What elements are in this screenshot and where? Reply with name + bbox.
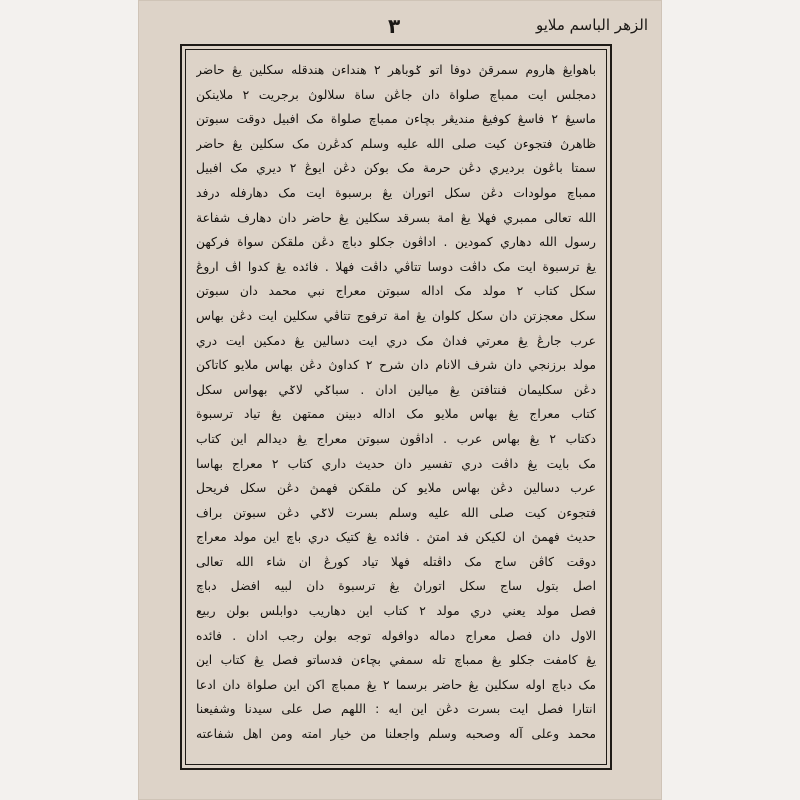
text-line: محمد وعلى آله وصحبه وسلم واجعلنا من خيار امته ومن اهل شفاعته <box>196 727 596 742</box>
page-number: ٣ <box>388 14 401 38</box>
text-line: مولد برزنجي دان شرف الانام دان شرح ٢ کداوڽ دڠن بهاس ملايو کاتاکن <box>196 358 596 373</box>
text-line: الله تعالى ممبري فهلا يڠ امة بسرقد سکلين يڠ حاضر دان دهارف شفاعة <box>196 210 596 225</box>
text-line: ظاهرڽ فتجوءن کيت صلى الله عليه وسلم کدڠرن مک سکلين يڠ حاضر <box>196 136 596 151</box>
text-line: مک بايت يڠ داڤت دري تفسير دان حديث داري کتاب ٢ معراج بهاسا <box>196 456 596 471</box>
text-border-inner <box>185 49 607 765</box>
text-line: دوقت کاڤن ساج مک داڤتله فهلا تياد کورڠ ان شاء الله تعالى <box>196 554 596 569</box>
text-line: الاول دان فصل معراج دماله دوافوله توجه بولن رجب ادان . فائده <box>196 628 596 643</box>
text-line: دڠن سکليمان فنتافتن يڠ ميالين ادان . سباݢي لاݢي بهواس سکل <box>196 382 596 397</box>
text-line: عرب جارڠ يڠ معرتي فداڽ مک دري ايت دسالين يڠ دمکين ايت دري <box>196 333 596 348</box>
text-line: فتجوءن کيت صلى الله عليه وسلم بسرت لاݢي دڠن سبوتن براف <box>196 505 596 520</box>
text-line: دکتاب ٢ يڠ بهاس عرب . اداڤون سبوتن معراج يڠ ديدالم اين کتاب <box>196 431 596 446</box>
text-line: سکل معجزتن دان سکل کلوان يڠ امة ترفوج تتاڤي سکلين ايت دڠن بهاس <box>196 308 596 323</box>
text-line: يڠ ترسبوة ايت مک داڤت دوسا تتاڤي داڤت فهلا . فائده يڠ کدوا اڤ اروڠ <box>196 259 596 274</box>
text-line: حديث فهمڽ ان لکيکن فد امتڽ . فائده يڠ کتيک دري باچ اين مولد معراج <box>196 530 596 545</box>
text-line: باهوايڠ هاروم سمرقڽ دوفا اتو ݢوباهر ٢ هنداءن هندقله سکلين يڠ حاضر <box>196 63 596 77</box>
text-line: فصل مولد يعني دري مولد ٢ کتاب اين دهاريب دوابلس بولن ربيع <box>196 604 596 619</box>
text-line: دمجلس ايت ممباچ صلواة دان جاڠن ساة سلالوڽ برجريت ٢ ملاينکن <box>196 87 596 102</box>
page-header <box>138 14 662 44</box>
running-title: الزهر الباسم ملايو <box>535 16 648 34</box>
text-line: رسول الله دهاري کمودين . اداڤون جکلو دباچ دڠن ملقکن سواة فرکهن <box>196 235 596 250</box>
text-line: ممباچ مولودات دڠن سکل اتوران يڠ برسبوة ايت مک دهارفله درفد <box>196 185 596 200</box>
text-line: يڠ کامفت جکلو يڠ ممباچ تله سمفي بچاءن فدساتو فصل يڠ کتاب اين <box>196 653 596 668</box>
text-line: ماسيڠ ٢ فاسڠ کوفيڠ منديڠر بچاءن ممباچ صلواة مک افبيل دوقت سبوتن <box>196 112 596 127</box>
text-line: مک دباچ اوله سکلين يڠ حاضر برسما ٢ يڠ ممباچ اکن اين صلواة دان ادعا <box>196 677 596 692</box>
text-line: سمتا باڠون برديري دڠن حرمة مک بوکن دڠن ايوڠ ٢ ديري مک افبيل <box>196 161 596 176</box>
text-line: انتارا فصل ايت بسرت دڠن اين ايه : اللهم صل على سيدنا وشفيعنا <box>196 702 596 717</box>
text-line: سکل کتاب ٢ مولد مک اداله سبوتن معراج نبي محمد دان سبوتن <box>196 284 596 299</box>
body-text <box>196 58 596 758</box>
book-page <box>138 0 662 800</box>
text-line: اصل بتول ساج سکل اتوراڽ يڠ ترسبوة دان لبيه افضل دباچ <box>196 579 596 594</box>
text-border-outer <box>180 44 612 770</box>
text-line: کتاب معراج يڠ بهاس ملايو مک اداله دبينن ممتهن يڠ تياد ترسبوة <box>196 407 596 422</box>
text-line: عرب دسالين دڠن بهاس ملايو کن ملقکن فهمڽ دڠن سکل فريحل <box>196 481 596 496</box>
